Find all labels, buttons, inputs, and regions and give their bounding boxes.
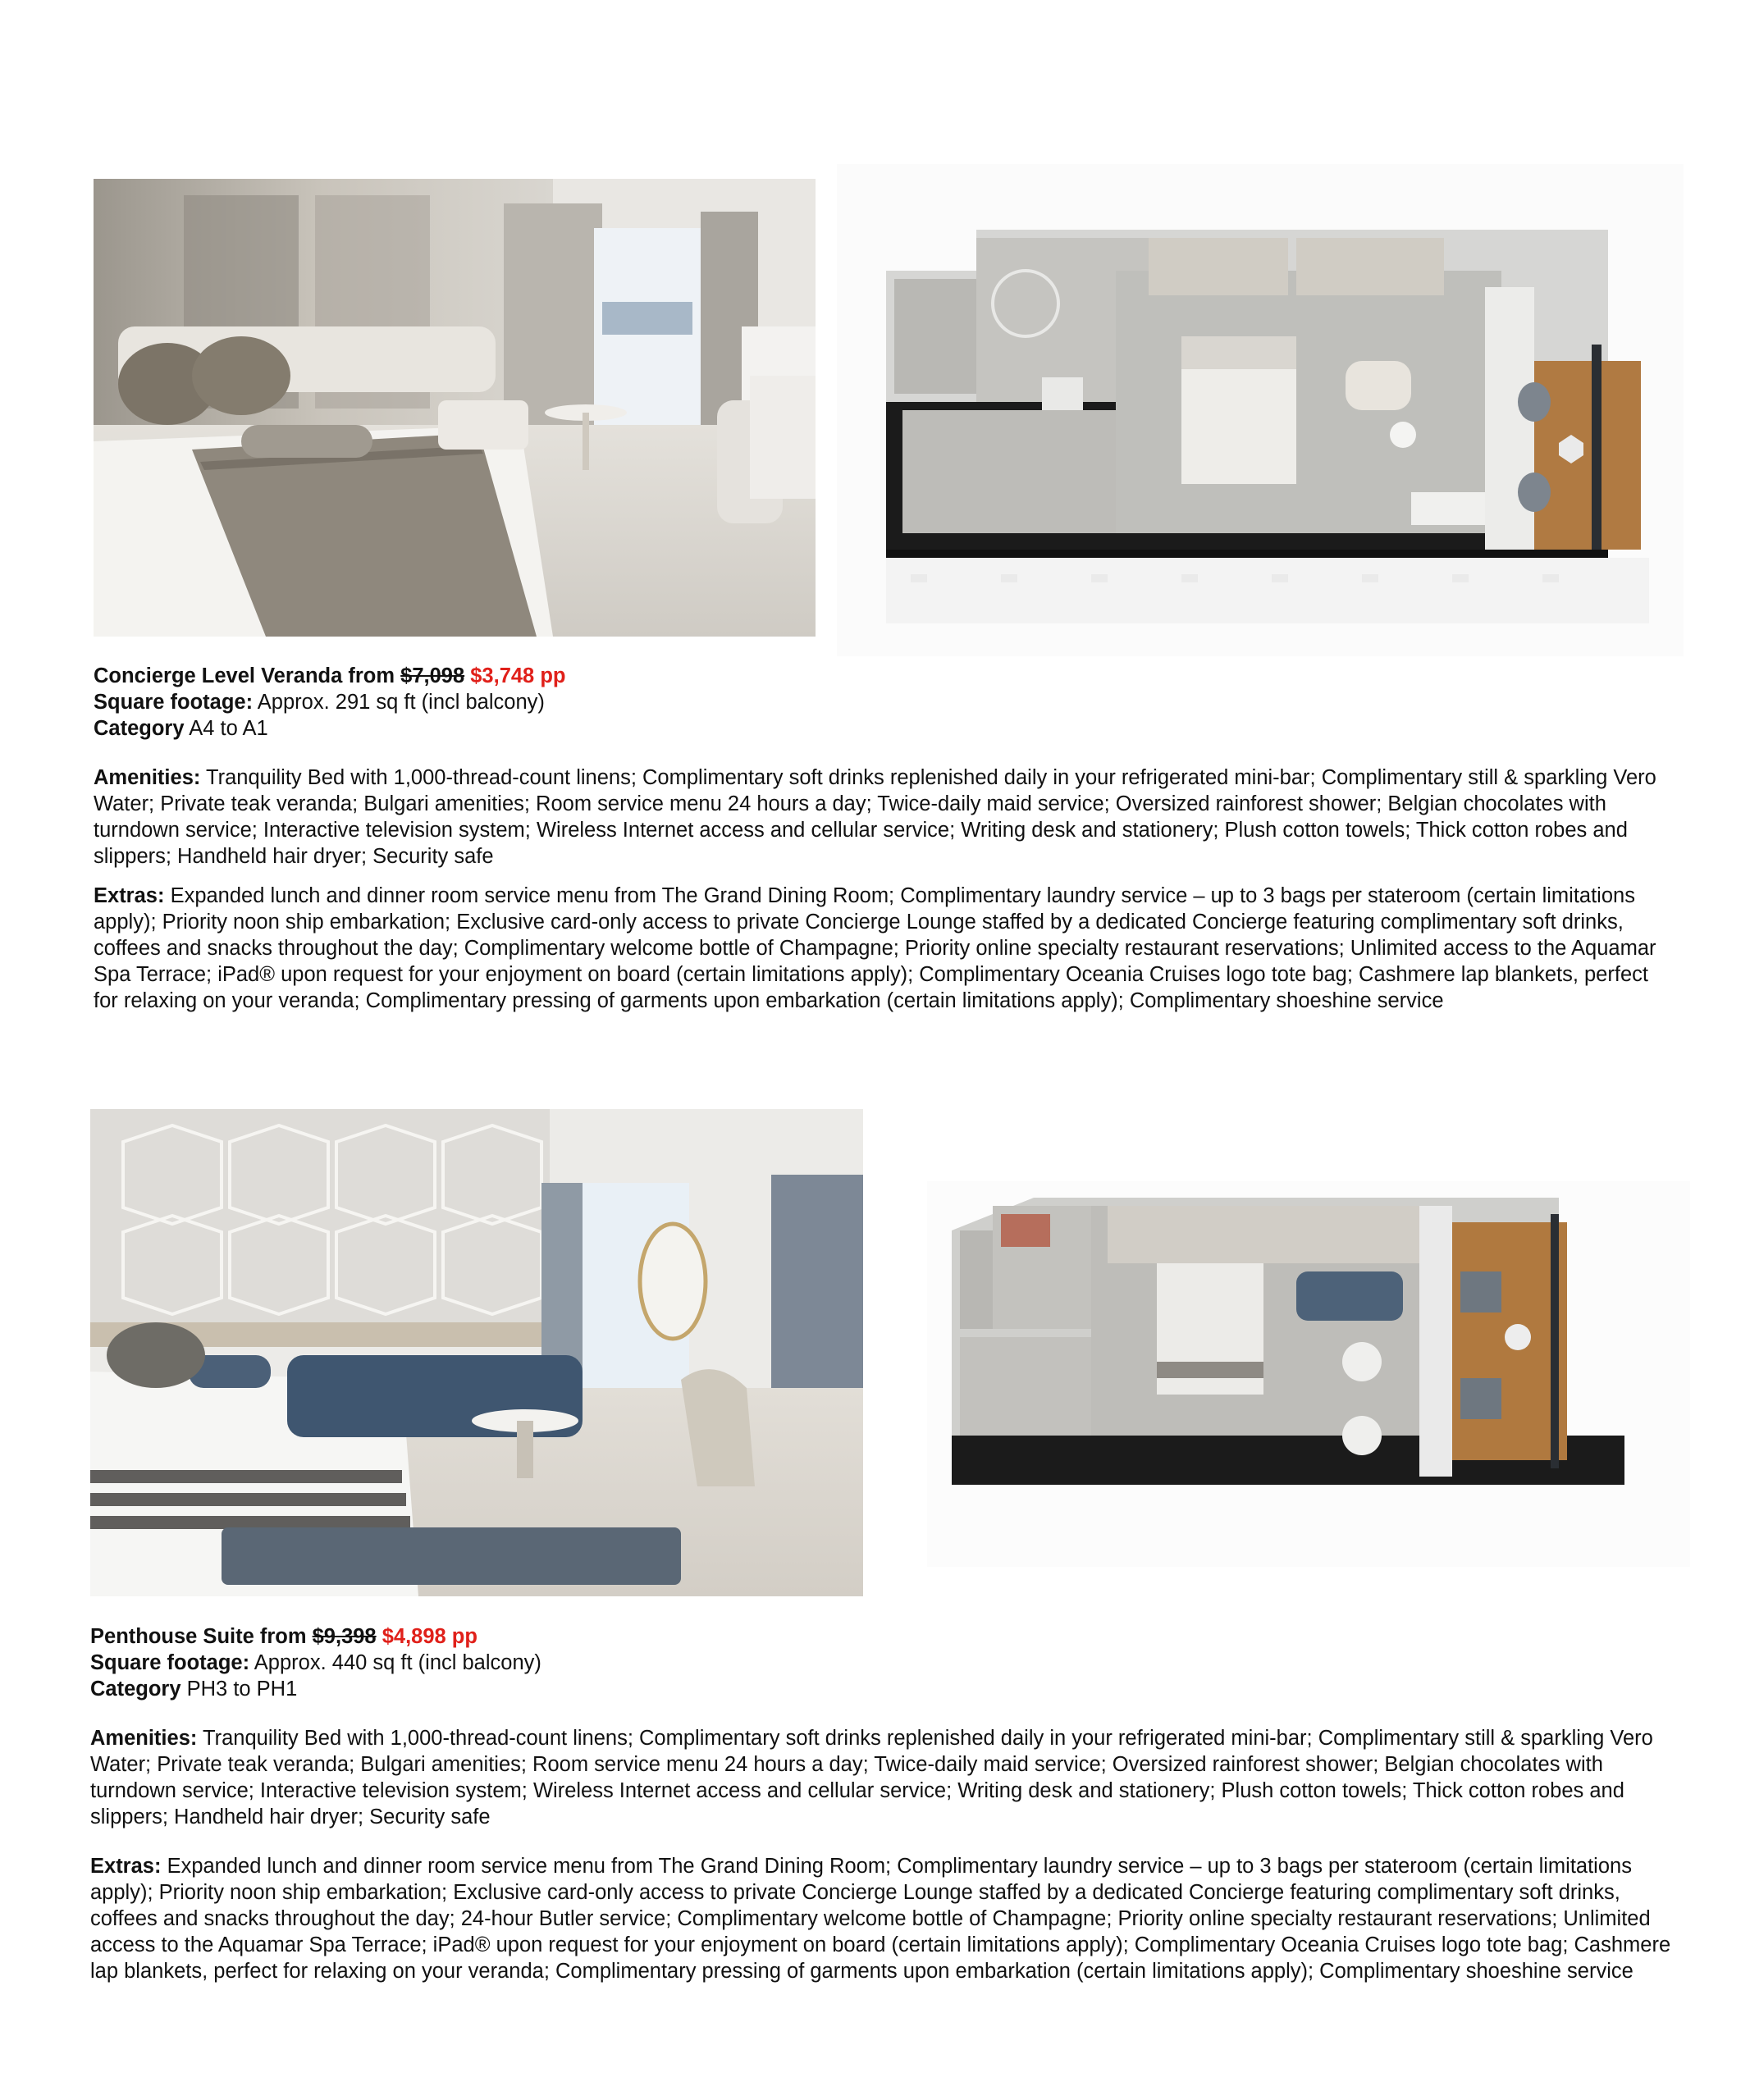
extras-label: Extras: (90, 1855, 162, 1878)
category-line (90, 1676, 1682, 1702)
sqft-value: Approx. 440 sq ft (incl balcony) (254, 1651, 541, 1674)
category-line (94, 715, 1677, 742)
amenities-label: Amenities: (94, 766, 201, 789)
amenities-paragraph (94, 765, 1677, 870)
category-value: A4 to A1 (189, 717, 268, 740)
sale-price: $3,748 pp (470, 664, 566, 687)
veranda-stateroom-photo (94, 179, 816, 637)
veranda-floor-plan (837, 164, 1684, 656)
extras-paragraph (94, 883, 1677, 1014)
original-price: $7,098 (400, 664, 465, 687)
sale-price: $4,898 pp (382, 1625, 477, 1648)
suite-title: Penthouse Suite from (90, 1625, 307, 1648)
category-value: PH3 to PH1 (186, 1678, 298, 1701)
sqft-value: Approx. 291 sq ft (incl balcony) (257, 691, 545, 714)
penthouse-suite-photo (90, 1109, 863, 1596)
veranda-heading (94, 663, 1677, 689)
suite-title: Concierge Level Veranda from (94, 664, 395, 687)
amenities-text: Tranquility Bed with 1,000-thread-count linens; Complimentary soft drinks replenished daily in your refrigerated mini-bar; Complimentary still & sparkling Vero Water; Private teak veranda; Bulgari amenities; Room service menu 24 hours a day; Twice-daily maid service; Oversized rainforest shower; Belgian chocolates with turndown service; Interactive television system; Wireless Internet access and cellular service; Writing desk and stationery; Plush cotton towels; Thick cotton robes and slippers; Handheld hair dryer; Security safe (90, 1727, 1653, 1828)
extras-text: Expanded lunch and dinner room service menu from The Grand Dining Room; Complimentary laundry service – up to 3 bags per stateroom (certain limitations apply); Priority noon ship embarkation; Exclusive card-only access to private Concierge Lounge staffed by a dedicated Concierge featuring complimentary soft drinks, coffees and snacks throughout the day; 24-hour Butler service; Complimentary welcome bottle of Champagne; Priority online specialty restaurant reservations; Unlimited access to the Aquamar Spa Terrace; iPad® upon request for your enjoyment on board (certain limitations apply); Complimentary Oceania Cruises logo tote bag; Cashmere lap blankets, perfect for relaxing on your veranda; Complimentary pressing of garments upon embarkation (certain limitations apply); Complimentary shoeshine service (90, 1855, 1671, 1983)
original-price: $9,398 (312, 1625, 377, 1648)
penthouse-details (90, 1623, 1682, 1984)
penthouse-floor-plan (927, 1181, 1690, 1567)
square-footage-line (90, 1650, 1682, 1676)
amenities-paragraph (90, 1725, 1682, 1830)
amenities-text: Tranquility Bed with 1,000-thread-count linens; Complimentary soft drinks replenished daily in your refrigerated mini-bar; Complimentary still & sparkling Vero Water; Private teak veranda; Bulgari amenities; Room service menu 24 hours a day; Twice-daily maid service; Oversized rainforest shower; Belgian chocolates with turndown service; Interactive television system; Wireless Internet access and cellular service; Writing desk and stationery; Plush cotton towels; Thick cotton robes and slippers; Handheld hair dryer; Security safe (94, 766, 1656, 868)
amenities-label: Amenities: (90, 1727, 198, 1750)
extras-text: Expanded lunch and dinner room service menu from The Grand Dining Room; Complimentary laundry service – up to 3 bags per stateroom (certain limitations apply); Priority noon ship embarkation; Exclusive card-only access to private Concierge Lounge staffed by a dedicated Concierge featuring complimentary soft drinks, coffees and snacks throughout the day; Complimentary welcome bottle of Champagne; Priority online specialty restaurant reservations; Unlimited access to the Aquamar Spa Terrace; iPad® upon request for your enjoyment on board (certain limitations apply); Complimentary Oceania Cruises logo tote bag; Cashmere lap blankets, perfect for relaxing on your veranda; Complimentary pressing of garments upon embarkation (certain limitations apply); Complimentary shoeshine service (94, 884, 1656, 1012)
penthouse-heading (90, 1623, 1682, 1650)
extras-paragraph (90, 1853, 1682, 1984)
square-footage-line (94, 689, 1677, 715)
category-label: Category (94, 717, 185, 740)
sqft-label: Square footage: (94, 691, 254, 714)
category-label: Category (90, 1678, 181, 1701)
extras-label: Extras: (94, 884, 165, 907)
veranda-details (94, 663, 1677, 1014)
sqft-label: Square footage: (90, 1651, 250, 1674)
